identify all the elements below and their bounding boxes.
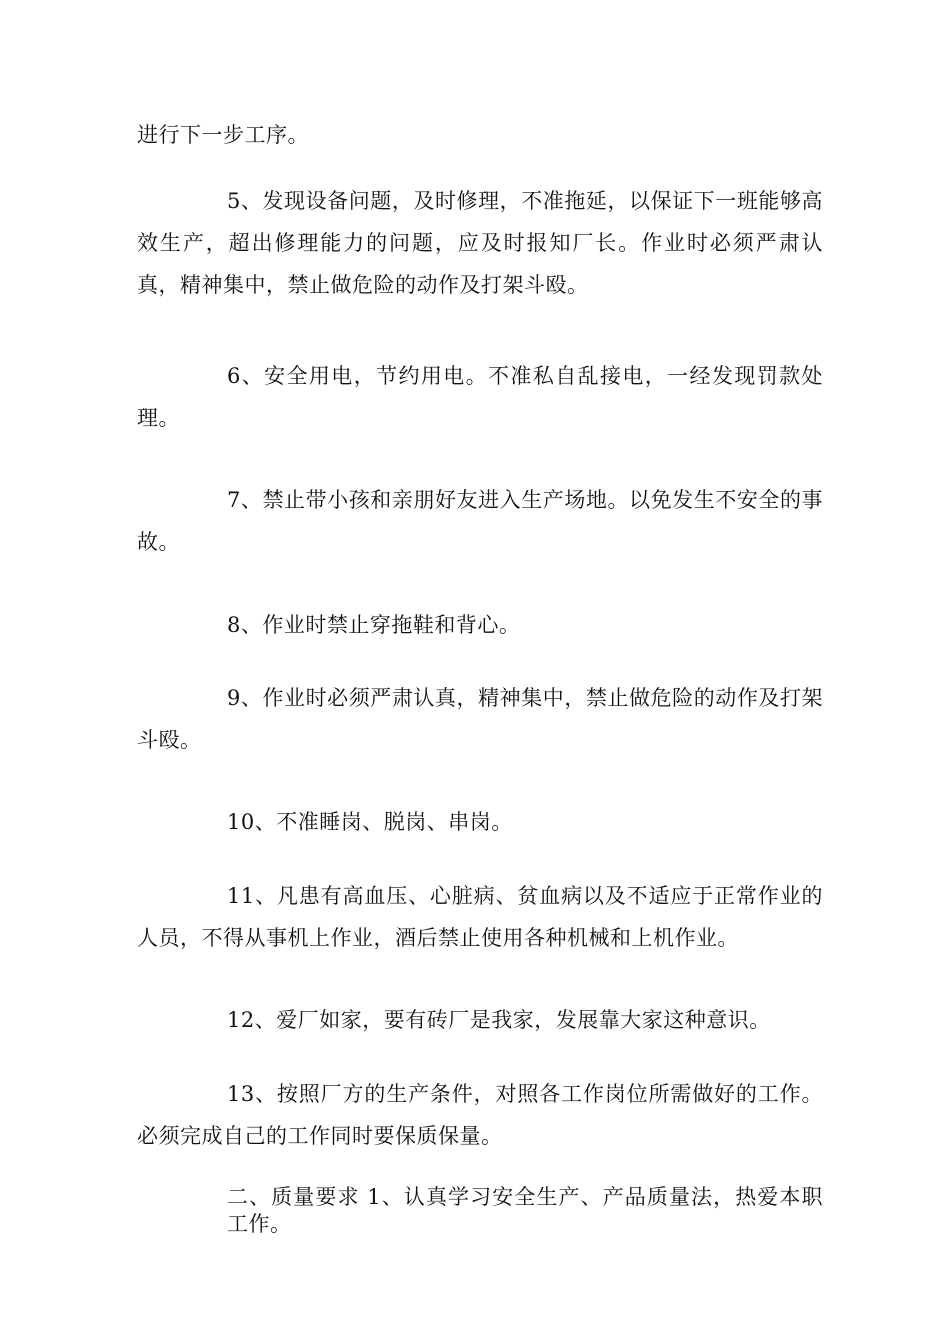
- paragraph-continuation: 进行下一步工序。: [137, 123, 309, 147]
- paragraph-rule-13: 13、按照厂方的生产条件，对照各工作岗位所需做好的工作。必须完成自己的工作同时要保质保量。: [137, 1082, 823, 1148]
- paragraph-rule-7: 7、禁止带小孩和亲朋好友进入生产场地。以免发生不安全的事故。: [137, 488, 823, 554]
- paragraph-rule-12: 12、爱厂如家，要有砖厂是我家，发展靠大家这种意识。: [227, 1008, 771, 1032]
- paragraph-rule-11: 11、凡患有高血压、心脏病、贫血病以及不适应于正常作业的人员，不得从事机上作业，酒后禁止使用各种机械和上机作业。: [137, 884, 823, 950]
- paragraph-rule-5: 5、发现设备问题，及时修理，不准拖延，以保证下一班能够高效生产，超出修理能力的问题，应及时报知厂长。作业时必须严肃认真，精神集中，禁止做危险的动作及打架斗殴。: [137, 189, 823, 297]
- paragraph-quality-requirements: 二、质量要求 1、认真学习安全生产、产品质量法，热爱本职工作。: [227, 1185, 823, 1236]
- paragraph-rule-8: 8、作业时禁止穿拖鞋和背心。: [227, 613, 521, 637]
- paragraph-rule-10: 10、不准睡岗、脱岗、串岗。: [227, 810, 513, 834]
- paragraph-rule-9: 9、作业时必须严肃认真，精神集中，禁止做危险的动作及打架斗殴。: [137, 686, 823, 752]
- paragraph-rule-6: 6、安全用电，节约用电。不准私自乱接电，一经发现罚款处理。: [137, 364, 823, 430]
